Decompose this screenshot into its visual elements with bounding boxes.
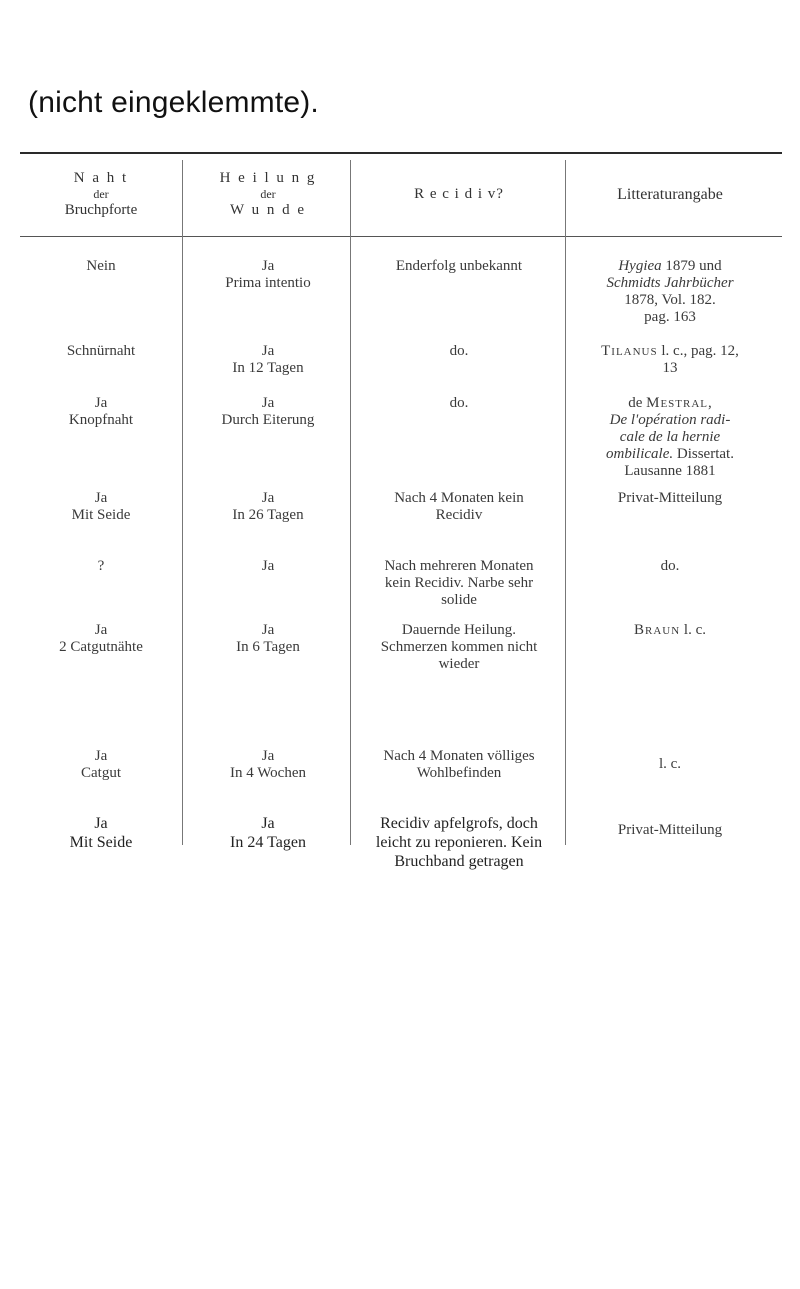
cell-text: l. c. xyxy=(680,622,706,638)
header-heilung-der: der xyxy=(260,187,276,201)
table-row-cell-naht xyxy=(22,395,180,429)
table-row-cell-lit xyxy=(562,343,778,377)
table-row-cell-lit xyxy=(562,622,778,639)
table-row-cell-recidiv xyxy=(350,490,568,524)
cell-text: 2 Catgutnähte xyxy=(59,639,143,655)
cell-text: Nein xyxy=(86,258,116,274)
cell-text: Dissertat. xyxy=(673,446,734,462)
cell-text: do. xyxy=(449,343,469,359)
table-row-cell-recidiv xyxy=(350,622,568,673)
table-row-cell-heilung xyxy=(184,258,352,292)
cell-text: Ja xyxy=(94,490,108,506)
cell-text: Knopfnaht xyxy=(68,412,134,428)
table-row-cell-heilung xyxy=(184,343,352,377)
cell-text: In 12 Tagen xyxy=(232,360,304,376)
table-row-cell-naht xyxy=(22,814,180,852)
table-row-cell-lit xyxy=(562,756,778,773)
table-header-rule xyxy=(20,236,782,237)
cell-text: Ja xyxy=(94,748,108,764)
header-naht-title: N a h t xyxy=(73,170,129,186)
cell-text: Ja xyxy=(261,490,275,506)
cell-text: Tilanus xyxy=(601,343,658,359)
cell-text: Ja xyxy=(261,815,275,832)
table-row-cell-recidiv xyxy=(350,258,568,275)
cell-text: Wohlbefinden xyxy=(416,765,502,781)
table-row-cell-lit xyxy=(562,558,778,575)
cell-text: Ja xyxy=(261,343,275,359)
table-row-cell-heilung xyxy=(184,490,352,524)
cell-text: ? xyxy=(97,558,105,574)
cell-text: 1879 und xyxy=(661,258,722,274)
table-row-cell-recidiv xyxy=(350,748,568,782)
cell-text: In 6 Tagen xyxy=(236,639,300,655)
table-row-cell-naht xyxy=(22,258,180,275)
cell-text: Mit Seide xyxy=(71,507,131,523)
table-row-cell-lit xyxy=(562,258,778,326)
table-row-cell-heilung xyxy=(184,748,352,782)
header-litteratur xyxy=(562,186,778,203)
cell-text: Catgut xyxy=(81,765,121,781)
header-heilung xyxy=(184,170,352,219)
cell-text: De l'opération radi- xyxy=(609,412,731,428)
cell-text: Ja xyxy=(261,622,275,638)
table-row-cell-recidiv xyxy=(350,395,568,412)
cell-text: de xyxy=(628,395,647,411)
table-row-cell-heilung xyxy=(184,814,352,852)
cell-text: Lausanne 1881 xyxy=(624,463,716,479)
cell-text: Privat-Mitteilung xyxy=(617,490,723,506)
table-row-cell-recidiv xyxy=(350,558,568,609)
table-row-cell-naht xyxy=(22,622,180,656)
cell-text: Ja xyxy=(261,748,275,764)
table-row-cell-recidiv xyxy=(350,343,568,360)
cell-text: Recidiv apfelgrofs, doch xyxy=(380,815,538,832)
cell-text: Nach mehreren Monaten xyxy=(384,558,534,574)
header-heilung-title: H e i l u n g xyxy=(219,170,317,186)
cell-text: Mestral xyxy=(646,395,709,411)
header-heilung-sub: W u n d e xyxy=(229,202,307,218)
cell-text: Bruchband getragen xyxy=(394,853,524,870)
cell-text: Schmidts Jahrbücher xyxy=(606,275,734,291)
cell-text: 1878, Vol. 182. xyxy=(624,292,716,308)
cell-text: Ja xyxy=(94,622,108,638)
cell-text: ombilicale. xyxy=(606,446,674,462)
cell-text: Ja xyxy=(261,558,275,574)
cell-text: Ja xyxy=(261,258,275,274)
table-row-cell-heilung xyxy=(184,622,352,656)
cell-text: In 4 Wochen xyxy=(230,765,306,781)
table-row-cell-lit xyxy=(562,395,778,480)
cell-text: Privat-Mitteilung xyxy=(617,822,723,838)
cell-text: Schmerzen kommen nicht xyxy=(380,639,538,655)
table-row-cell-lit xyxy=(562,822,778,839)
cell-text: , xyxy=(708,395,712,411)
cell-text: do. xyxy=(660,558,680,574)
cell-text: Prima intentio xyxy=(225,275,311,291)
table-row-cell-naht xyxy=(22,343,180,360)
cell-text: Braun xyxy=(633,622,681,638)
header-recidiv-title: R e c i d i v? xyxy=(414,186,504,202)
cell-text: leicht zu reponieren. Kein xyxy=(375,834,543,851)
cell-text: Ja xyxy=(261,395,275,411)
cell-text: Durch Eiterung xyxy=(221,412,315,428)
cell-text: pag. 163 xyxy=(644,309,696,325)
header-naht-sub: Bruchpforte xyxy=(64,202,138,218)
cell-text: Nach 4 Monaten völliges xyxy=(383,748,535,764)
table-row-cell-naht xyxy=(22,558,180,575)
header-litteratur-title: Litteraturangabe xyxy=(617,186,723,203)
cell-text: kein Recidiv. Narbe sehr xyxy=(384,575,534,591)
cell-text: wieder xyxy=(438,656,480,672)
table-row-cell-heilung xyxy=(184,558,352,575)
column-divider-1 xyxy=(182,160,183,845)
table-top-rule xyxy=(20,152,782,154)
cell-text: Schnürnaht xyxy=(66,343,136,359)
cell-text: l. c. xyxy=(658,756,682,772)
header-naht-der: der xyxy=(93,187,109,201)
table-row-cell-recidiv xyxy=(350,814,568,871)
cell-text: Ja xyxy=(94,395,108,411)
cell-text: Dauernde Heilung. xyxy=(401,622,517,638)
table-row-cell-naht xyxy=(22,490,180,524)
table-row-cell-naht xyxy=(22,748,180,782)
header-recidiv xyxy=(350,186,568,203)
cell-text: do. xyxy=(449,395,469,411)
cell-text: 13 xyxy=(662,360,678,376)
cell-text: In 26 Tagen xyxy=(232,507,304,523)
cell-text: Nach 4 Monaten kein xyxy=(394,490,524,506)
cell-text: Ja xyxy=(94,815,108,832)
cell-text: Enderfolg unbekannt xyxy=(395,258,523,274)
table-row-cell-heilung xyxy=(184,395,352,429)
table-row-cell-lit xyxy=(562,490,778,507)
cell-text: l. c., pag. 12, xyxy=(657,343,739,359)
header-naht xyxy=(22,170,180,219)
cell-text: Hygiea xyxy=(618,258,662,274)
cell-text: solide xyxy=(441,592,477,608)
cell-text: Recidiv xyxy=(435,507,483,523)
cell-text: Mit Seide xyxy=(69,834,133,851)
page-title: (nicht eingeklemmte). xyxy=(28,86,319,119)
cell-text: In 24 Tagen xyxy=(230,834,306,851)
cell-text: cale de la hernie xyxy=(619,429,721,445)
